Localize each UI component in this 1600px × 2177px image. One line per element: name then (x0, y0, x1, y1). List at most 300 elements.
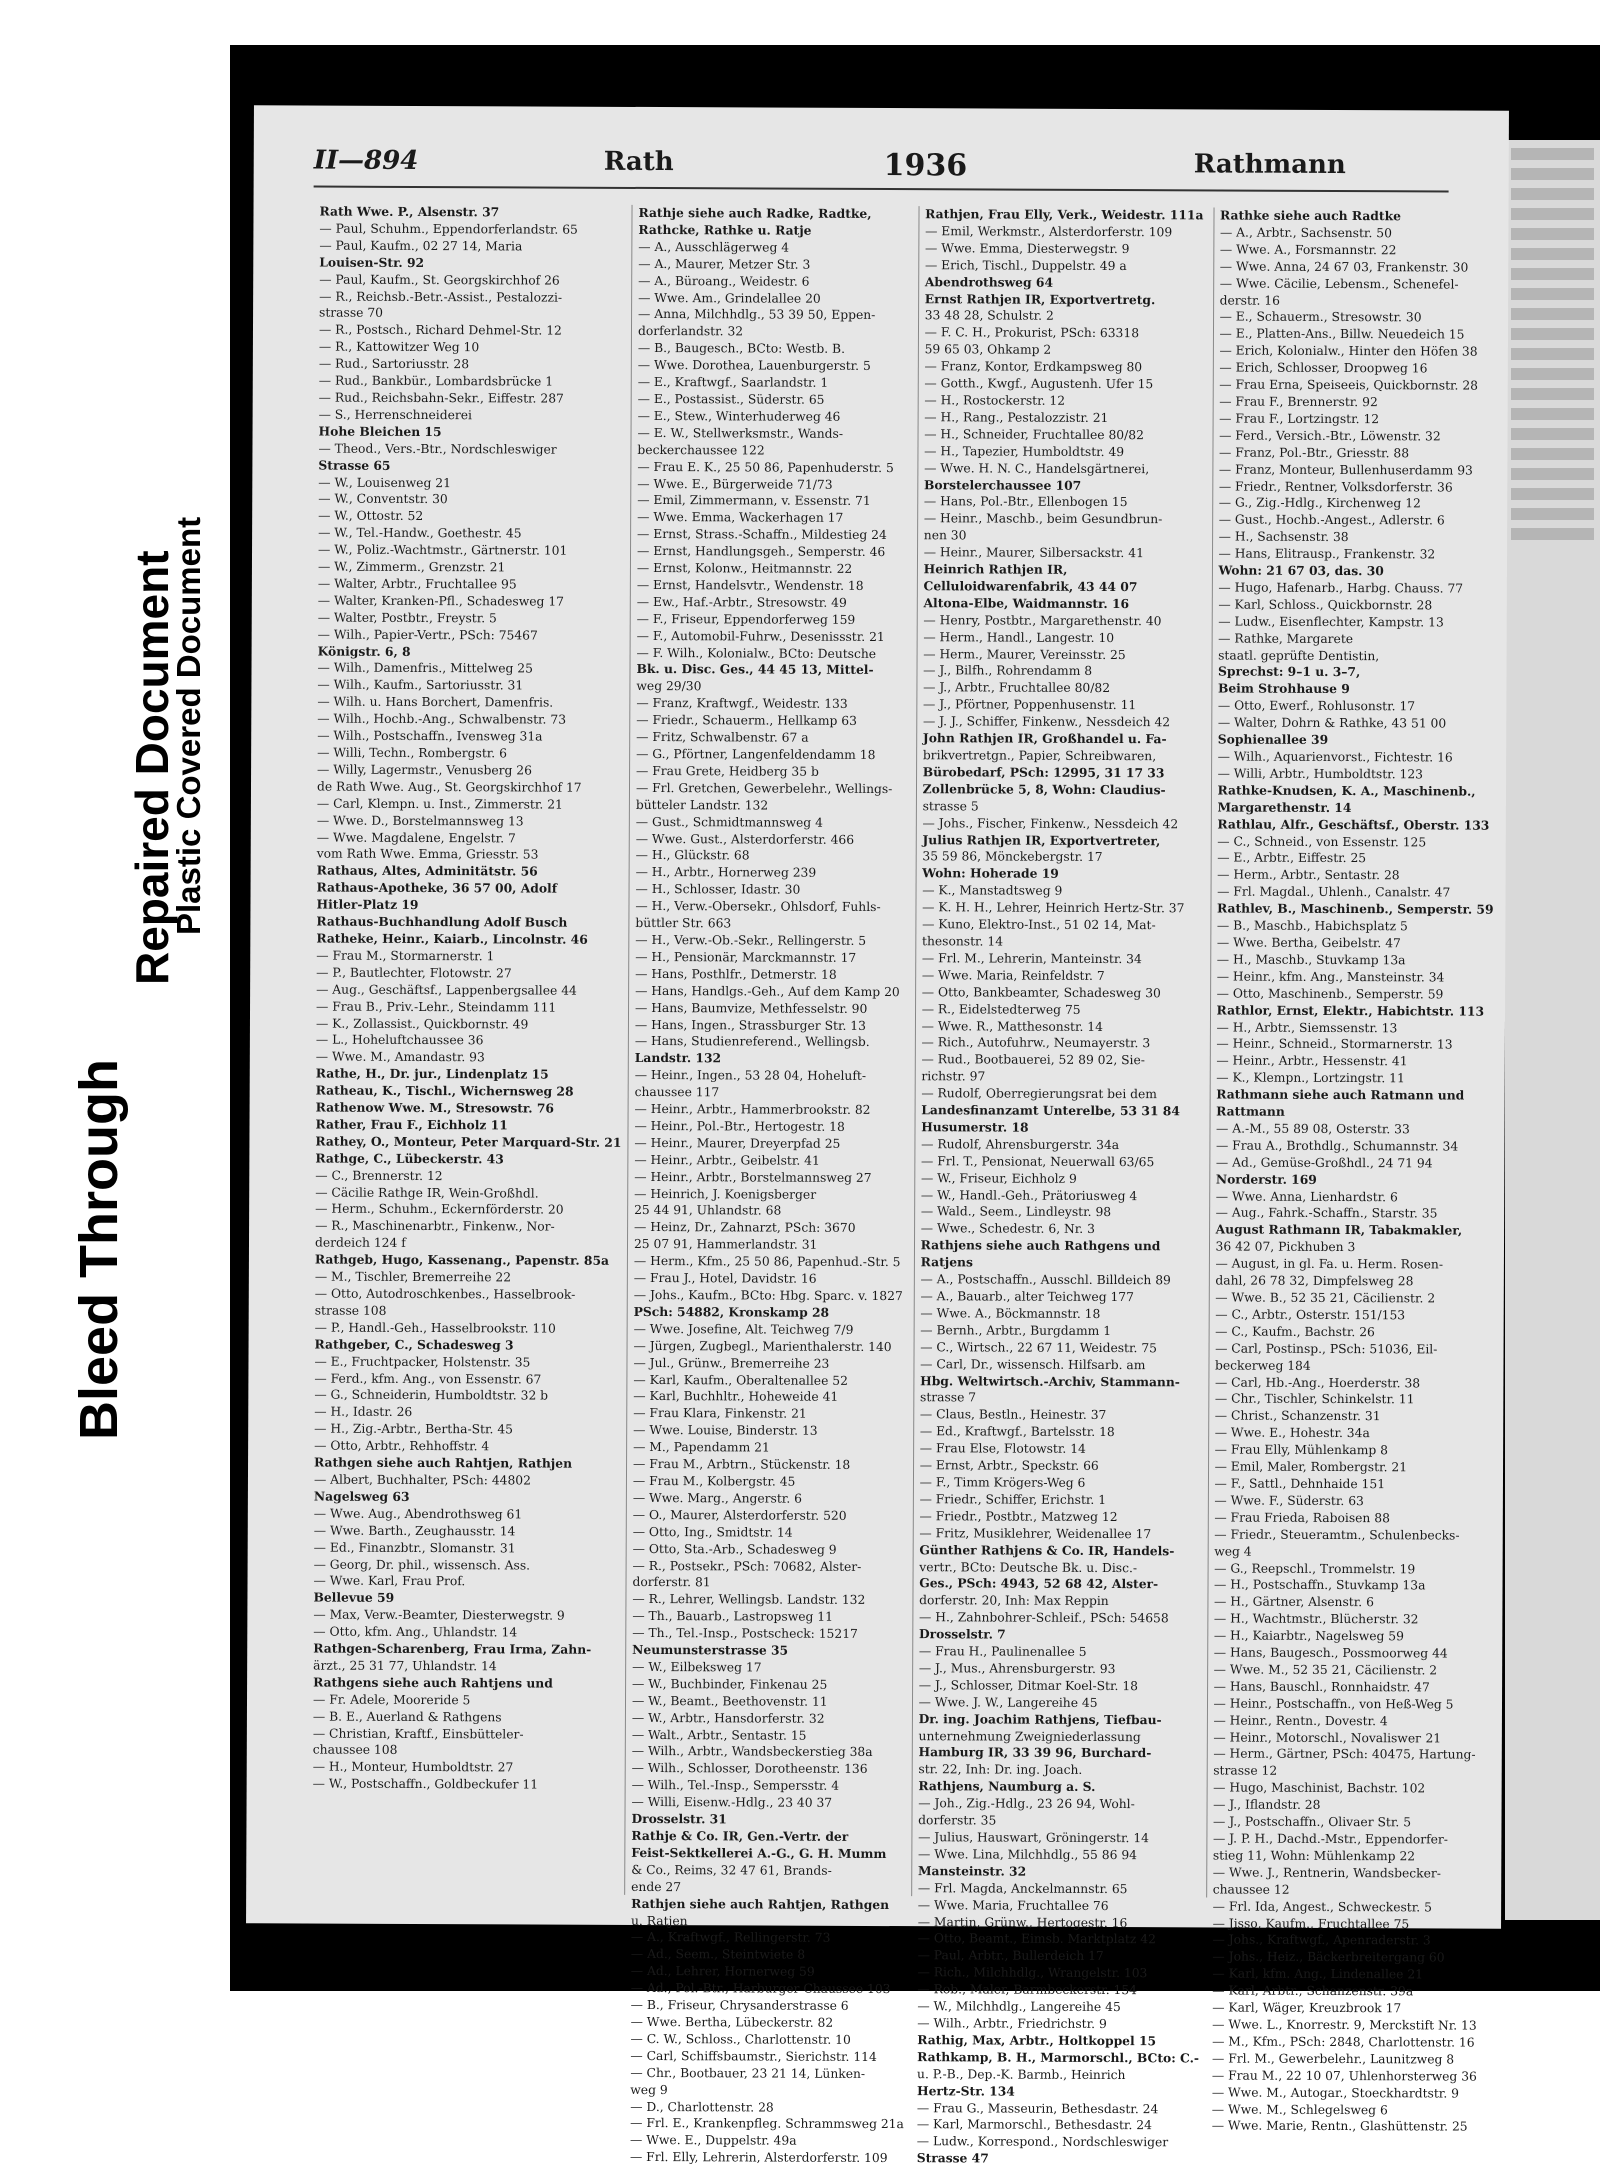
directory-entry: Nagelsweg 63 (313, 1488, 410, 1504)
directory-entry: — Bernh., Arbtr., Burgdamm 1 (920, 1323, 1112, 1338)
directory-entry: Hitler-Platz 19 (316, 896, 419, 913)
directory-entry: weg 29/30 (636, 679, 702, 694)
directory-page (246, 105, 1509, 2166)
directory-entry: — Karl, Marmorschl., Bethesdastr. 24 (916, 2117, 1152, 2133)
directory-entry: — Frl. M., Lehrerin, Manteinstr. 34 (921, 951, 1142, 967)
directory-entry: — Hans, Bauschl., Ronnhaidstr. 47 (1213, 1679, 1430, 1695)
directory-entry: — M., Papendamm 21 (633, 1440, 770, 1455)
directory-entry: — H., Kaiarbtr., Nagelsweg 59 (1213, 1628, 1404, 1644)
directory-entry: dorferstr. 35 (918, 1813, 997, 1828)
directory-entry: — Wwe. E., Duppelstr. 49a (630, 2133, 797, 2148)
directory-entry: Hertz-Str. 134 (916, 2082, 1015, 2099)
directory-entry: — Fritz, Musiklehrer, Weidenallee 17 (919, 1525, 1152, 1541)
directory-entry: — Frl. Elly, Lehrerin, Alsterdorferstr. 109 (629, 2150, 888, 2166)
directory-entry: — F., Sattl., Dehnhaide 151 (1214, 1476, 1386, 1492)
directory-entry: — W., Postschaffn., Goldbeckufer 11 (312, 1776, 539, 1792)
directory-entry: — Wwe. L., Knorrestr. 9, Merckstift Nr. 13 (1212, 2017, 1477, 2033)
directory-entry: — Karl, Buchhltr., Hoheweide 41 (633, 1389, 839, 1405)
directory-entry: Rather, Frau F., Eichholz 11 (315, 1116, 508, 1133)
directory-entry: — Aug., Geschäftsf., Lappenbergsallee 44 (316, 982, 577, 998)
directory-entry: Rathey, O., Monteur, Peter Marquard-Str. 21 (315, 1133, 622, 1150)
directory-entry: — Carl, Klempn. u. Inst., Zimmerstr. 21 (316, 796, 563, 812)
directory-entry: — E., Stew., Winterhuderweg 46 (637, 408, 841, 424)
directory-entry: — Frau G., Masseurin, Bethesdastr. 24 (916, 2100, 1159, 2116)
directory-entry: dorferstr. 81 (632, 1575, 711, 1590)
directory-entry: — Wwe. F., Süderstr. 63 (1214, 1493, 1364, 1509)
directory-entry: — W., Poliz.-Wachtmstr., Gärtnerstr. 101 (318, 542, 568, 558)
directory-entry: — Herm., Maurer, Vereinsstr. 25 (923, 646, 1126, 662)
directory-entry: — Ed., Finanzbtr., Slomanstr. 31 (313, 1540, 516, 1556)
directory-entry: — Jürgen, Zugbegl., Marienthalerstr. 140 (633, 1338, 892, 1354)
column-4 (1206, 207, 1503, 2134)
directory-entry: — O., Maurer, Alsterdorferstr. 520 (632, 1507, 847, 1523)
plastic-covered-label: Plastic Covered Document (170, 516, 207, 935)
directory-entry: — H., Schlosser, Idastr. 30 (635, 882, 801, 897)
directory-entry: — Ernst, Arbtr., Speckstr. 66 (919, 1458, 1099, 1474)
directory-entry: — Karl, Schloss., Quickbornstr. 28 (1218, 597, 1433, 613)
page-header (314, 146, 1449, 193)
directory-entry: — Heinrich, J. Koenigsberger (634, 1186, 817, 1202)
directory-entry: Rathaus-Buchhandlung Adolf Busch (316, 913, 568, 930)
directory-entry: — W., Ottostr. 52 (318, 508, 424, 524)
directory-entry: — R., Eidelstedterweg 75 (921, 1001, 1081, 1017)
directory-entry: — Frau M., Stormarnerstr. 1 (316, 948, 495, 964)
directory-entry: — Wwe. M., Amandastr. 93 (315, 1049, 485, 1065)
directory-entry: & Co., Reims, 32 47 61, Brands- (631, 1862, 832, 1878)
directory-entry: — F., Friseur, Eppendorferweg 159 (636, 611, 856, 627)
directory-entry: — W., Handl.-Geh., Prätoriusweg 4 (920, 1187, 1138, 1203)
directory-entry: — Wwe. Josefine, Alt. Teichweg 7/9 (633, 1321, 854, 1337)
directory-entry: — Friedr., Postbtr., Matzweg 12 (919, 1508, 1118, 1524)
directory-entry: — Erich, Tischl., Duppelstr. 49 a (924, 257, 1127, 273)
directory-entry: — Martin, Grünw., Hertogestr. 16 (917, 1914, 1128, 1930)
directory-entry: — Rich., Autofuhrw., Neumayerstr. 3 (921, 1035, 1151, 1051)
directory-entry: Rattmann (1216, 1103, 1285, 1119)
directory-entry: — H., Postschaffn., Stuvkamp 13a (1214, 1577, 1426, 1593)
directory-entry: — Emil, Werkmstr., Alsterdorferstr. 109 (925, 224, 1173, 240)
directory-entry: — K., Manstadtsweg 9 (922, 883, 1063, 899)
directory-entry: — Herm., Arbtr., Sentastr. 28 (1217, 867, 1400, 883)
directory-entry: — Wwe. Maria, Reinfeldstr. 7 (921, 967, 1105, 983)
directory-entry: — Friedr., Steueramtm., Schulenbecks- (1214, 1527, 1460, 1543)
directory-entry: staatl. geprüfte Dentistin, (1218, 648, 1380, 663)
directory-entry: — E., Kraftwgf., Saarlandstr. 1 (637, 375, 829, 390)
directory-entry: — Wwe. Dorothea, Lauenburgerstr. 5 (637, 358, 871, 374)
directory-entry: weg 9 (630, 2082, 668, 2097)
directory-entry: — Wilh. u. Hans Borchert, Damenfris. (317, 694, 554, 710)
directory-entry: — Otto, Sta.-Arb., Schadesweg 9 (632, 1541, 837, 1557)
directory-entry: Rathenow Wwe. M., Stresowstr. 76 (315, 1099, 555, 1116)
directory-entry: — R., Reichsb.-Betr.-Assist., Pestalozzi- (319, 289, 563, 305)
directory-entry: — Carl, Dr., wissensch. Hilfsarb. am (920, 1356, 1146, 1372)
directory-entry: — A., Kraftwgf., Rellingerstr. 73 (630, 1930, 831, 1946)
directory-entry: Hbg. Weltwirtsch.-Archiv, Stammann- (920, 1372, 1180, 1389)
directory-entry: 25 07 91, Hammerlandstr. 31 (633, 1237, 818, 1253)
directory-entry: Rathig, Max, Arbtr., Holtkoppel 15 (917, 2032, 1157, 2049)
directory-entry: — E., Platten-Ans., Billw. Neuedeich 15 (1219, 326, 1465, 342)
directory-entry: — Jisso, Kaufm., Fruchtallee 75 (1212, 1916, 1410, 1931)
directory-entry: — J., Bilfh., Rohrendamm 8 (923, 663, 1093, 679)
directory-entry: Rathgeber, C., Schadesweg 3 (314, 1336, 514, 1353)
directory-entry: Mansteinstr. 32 (917, 1862, 1027, 1879)
directory-entry: — W., Conventstr. 30 (318, 491, 448, 507)
directory-entry: — Wilh., Damenfris., Mittelweg 25 (317, 661, 533, 676)
directory-entry: — H., Schneider, Fruchtallee 80/82 (924, 426, 1144, 442)
directory-entry: Strasse 47 (916, 2150, 989, 2166)
directory-entry: — Wwe. Emma, Wackerhagen 17 (637, 510, 844, 526)
directory-entry: — Wwe. B., 52 35 21, Cäcilienstr. 2 (1215, 1290, 1436, 1306)
directory-entry: — August, in gl. Fa. u. Herm. Rosen- (1215, 1256, 1444, 1272)
directory-entry: — Anna, Milchhdlg., 53 39 50, Eppen- (638, 307, 876, 323)
directory-entry: — G., Pförtner, Langenfeldendamm 18 (636, 746, 876, 762)
directory-entry: Sprechst: 9–1 u. 3–7, (1218, 663, 1361, 680)
directory-entry: — H., Rostockerstr. 12 (924, 393, 1066, 408)
directory-entry: — Rud., Bootbauerei, 52 89 02, Sie- (921, 1052, 1145, 1068)
directory-entry: — H., Monteur, Humboldtstr. 27 (312, 1759, 514, 1775)
directory-entry: Abendrothsweg 64 (924, 273, 1054, 290)
directory-entry: Rathe, H., Dr. jur., Lindenplatz 15 (315, 1065, 549, 1082)
directory-entry: — R., Kattowitzer Weg 10 (318, 339, 480, 355)
directory-entry: — Wwe. Louise, Binderstr. 13 (633, 1423, 818, 1438)
directory-entry: — Wilh., Schlosser, Dorotheenstr. 136 (631, 1761, 868, 1777)
directory-entry: — J., Pförtner, Poppenhusenstr. 11 (923, 697, 1137, 713)
directory-entry: — Wilh., Hochb.-Ang., Schwalbenstr. 73 (317, 711, 567, 727)
directory-entry: 36 42 07, Pickhuben 3 (1215, 1239, 1356, 1255)
directory-entry: — W., Tel.-Handw., Goethestr. 45 (318, 525, 522, 541)
column-1 (306, 204, 631, 1895)
column-3 (911, 206, 1213, 2166)
directory-entry: Rath Wwe. P., Alsenstr. 37 (319, 203, 500, 220)
directory-entry: Sophienallee 39 (1217, 731, 1329, 748)
directory-entry: Rathlau, Alfr., Geschäftsf., Oberstr. 133 (1217, 816, 1490, 833)
directory-entry: Louisen-Str. 92 (319, 254, 425, 270)
directory-entry: 35 59 86, Mönckebergstr. 17 (922, 849, 1103, 865)
directory-entry: — Max, Verw.-Beamter, Diesterwegstr. 9 (313, 1607, 565, 1623)
directory-entry: — C., Brennerstr. 12 (315, 1168, 443, 1183)
directory-entry: vom Rath Wwe. Emma, Griesstr. 53 (316, 846, 539, 862)
directory-entry: — C., Wirtsch., 22 67 11, Weidestr. 75 (920, 1339, 1158, 1355)
directory-entry: — W., Zimmerm., Grenzstr. 21 (317, 559, 506, 575)
directory-entry: — Wald., Seem., Lindleystr. 98 (920, 1204, 1112, 1220)
directory-entry: bütteler Landstr. 132 (635, 797, 769, 813)
directory-entry: Julius Rathjen IR, Exportvertreter, (922, 831, 1161, 848)
directory-entry: — Franz, Kontor, Erdkampsweg 80 (924, 359, 1143, 375)
directory-entry: Rathge, C., Lübeckerstr. 43 (315, 1150, 504, 1167)
directory-entry: — Paul, Kaufm., 02 27 14, Maria (319, 238, 523, 254)
directory-entry: Hamburg IR, 33 39 96, Burchard- (918, 1744, 1152, 1761)
directory-entry: — Frau J., Hotel, Davidstr. 16 (633, 1271, 817, 1286)
directory-entry: — Frau Frieda, Raboisen 88 (1214, 1510, 1390, 1526)
directory-entry: strasse 108 (314, 1303, 387, 1318)
directory-entry: — Herm., Handl., Langestr. 10 (923, 629, 1115, 645)
directory-entry: Neumunsterstrasse 35 (632, 1641, 789, 1658)
directory-entry: — Heinr., Arbtr., Hammerbrookstr. 82 (634, 1101, 871, 1118)
directory-entry: — Heinr., Postschaffn., von Heß-Weg 5 (1213, 1696, 1454, 1712)
directory-entry: — B., Friseur, Chrysanderstrasse 6 (630, 1997, 849, 2013)
directory-entry: — Friedr., Rentner, Volksdorferstr. 36 (1218, 478, 1453, 495)
directory-entry: — Otto, Ing., Smidtstr. 14 (632, 1524, 793, 1540)
directory-entry: — Frau F., Lortzingstr. 12 (1219, 411, 1380, 427)
directory-entry: chaussee 117 (634, 1085, 720, 1100)
directory-entry: — W., Arbtr., Hansdorferstr. 32 (631, 1710, 825, 1726)
directory-entry: — Theod., Vers.-Btr., Nordschleswiger (318, 441, 557, 457)
directory-entry: — J., Mus., Ahrensburgerstr. 93 (918, 1661, 1116, 1676)
directory-entry: — Ferd., Versich.-Btr., Löwenstr. 32 (1219, 428, 1441, 444)
directory-entry: — Wwe. H. N. C., Handelsgärtnerei, (924, 460, 1150, 476)
directory-entry: — Ad., Pol.-Btr., Harburger Chaussee 103 (630, 1981, 891, 1997)
directory-entry: — H., Arbtr., Siemssenstr. 13 (1216, 1019, 1398, 1035)
directory-entry: richstr. 97 (921, 1069, 986, 1084)
directory-entry: — Frau M., 22 10 07, Uhlenhorsterweg 36 (1211, 2068, 1477, 2084)
directory-entry: Rathaus, Altes, Adminitätstr. 56 (316, 862, 538, 879)
directory-entry: — Heinr., Arbtr., Geibelstr. 41 (634, 1152, 820, 1168)
directory-entry: — G., Schneiderin, Humboldtstr. 32 b (314, 1387, 549, 1404)
directory-entry: — Carl, Postinsp., PSch: 51036, Eil- (1215, 1341, 1438, 1357)
directory-entry: — Albert, Buchhalter, PSch: 44802 (313, 1472, 532, 1488)
directory-entry: Altona-Elbe, Waidmannstr. 16 (923, 595, 1130, 611)
directory-entry: — Wilh., Arbtr., Friedrichstr. 9 (917, 2016, 1107, 2031)
directory-entry: — Joh., Zig.-Hdlg., 23 26 94, Wohl- (918, 1796, 1135, 1812)
directory-entry: — Wwe. D., Borstelmannsweg 13 (316, 813, 524, 829)
directory-entry: — K. H. H., Lehrer, Heinrich Hertz-Str. 37 (922, 900, 1185, 916)
directory-entry: — Karl, Wäger, Kreuzbrook 17 (1212, 2000, 1402, 2016)
directory-entry: — Johs., Kraftwgf., Apenraderstr. 3 (1212, 1932, 1431, 1948)
directory-entry: — A., Maurer, Metzer Str. 3 (638, 256, 811, 272)
directory-entry: beckerchaussee 122 (637, 442, 765, 458)
directory-entry: — Herm., Kfm., 25 50 86, Papenhud.-Str. 5 (633, 1254, 901, 1270)
directory-entry: Ratheke, Heinr., Kaiarb., Lincolnstr. 46 (316, 930, 588, 947)
directory-entry: Rathje siehe auch Radke, Radtke, (638, 204, 872, 221)
directory-entry: — E., Fruchtpacker, Holstenstr. 35 (314, 1354, 531, 1370)
directory-entry: — Hans, Pol.-Btr., Ellenbogen 15 (923, 494, 1128, 510)
directory-entry: — F. Wilh., Kolonialw., BCto: Deutsche (636, 645, 877, 661)
directory-entry: — Wwe. M., Schlegelsweg 6 (1211, 2101, 1388, 2117)
directory-entry: — Wwe. Cäcilie, Lebensm., Schenefel- (1219, 276, 1459, 292)
directory-entry: — Franz, Pol.-Btr., Griesstr. 88 (1218, 445, 1410, 461)
directory-entry: — Willy, Lagermstr., Venusberg 26 (317, 762, 532, 778)
directory-entry: — H., Sachsenstr. 38 (1218, 529, 1349, 545)
directory-entry: — Ernst, Handlungsgeh., Semperstr. 46 (636, 544, 886, 560)
directory-columns (306, 203, 1494, 2166)
directory-entry: — W., Milchhdlg., Langereihe 45 (917, 1999, 1121, 2015)
directory-entry: — Otto, kfm. Ang., Uhlandstr. 14 (313, 1624, 518, 1640)
directory-entry: — Heinr., Pol.-Btr., Hertogestr. 18 (634, 1118, 845, 1134)
directory-entry: — Otto, Bankbeamter, Schadesweg 30 (921, 984, 1161, 1000)
directory-entry: — H., Arbtr., Hornerweg 239 (635, 865, 817, 881)
directory-entry: — Wwe. Marie, Rentn., Glashüttenstr. 25 (1211, 2118, 1468, 2134)
directory-entry: — G., Zig.-Hdlg., Kirchenweg 12 (1218, 495, 1421, 511)
directory-entry: John Rathjen IR, Großhandel u. Fa- (922, 730, 1167, 747)
directory-entry: — F., Automobil-Fuhrw., Desenissstr. 21 (636, 628, 885, 644)
directory-entry: — Frau Else, Flotowstr. 14 (919, 1441, 1086, 1457)
directory-entry: — Aug., Fahrk.-Schaffn., Starstr. 35 (1215, 1205, 1438, 1221)
directory-entry: — Erich, Kolonialw., Hinter den Höfen 38 (1219, 343, 1478, 359)
directory-entry: — Erich, Schlosser, Droopweg 16 (1219, 360, 1428, 376)
directory-entry: chaussee 108 (312, 1743, 398, 1758)
directory-entry: — Willi, Techn., Rombergstr. 6 (317, 745, 507, 761)
directory-entry: Rathmann siehe auch Ratmann und (1216, 1086, 1465, 1103)
directory-entry: — H., Glückstr. 68 (635, 848, 750, 863)
directory-entry: — Hugo, Maschinist, Bachstr. 102 (1213, 1780, 1426, 1796)
directory-entry: August Rathmann IR, Tabakmakler, (1215, 1221, 1463, 1238)
directory-entry: Rathjens siehe auch Rathgens und (920, 1237, 1161, 1254)
directory-entry: — Frau F., Brennerstr. 92 (1219, 394, 1378, 410)
directory-entry: — Wwe. Lina, Milchhdlg., 55 86 94 (918, 1847, 1138, 1863)
directory-entry: — S., Herrenschneiderei (318, 407, 473, 423)
directory-entry: — Emil, Maler, Rombergstr. 21 (1214, 1459, 1408, 1475)
directory-entry: — Hans, Ingen., Strassburger Str. 13 (634, 1017, 867, 1033)
directory-entry: Landstr. 132 (634, 1050, 722, 1066)
directory-entry: Rathkamp, B. H., Marmorschl., BCto: C.- (917, 2048, 1200, 2066)
page-number: II—894 (313, 145, 419, 176)
directory-entry: — A., Ausschlägerweg 4 (638, 239, 790, 255)
directory-entry: — Wwe. M., 52 35 21, Cäcilienstr. 2 (1213, 1662, 1438, 1678)
directory-entry: — H., Tapezier, Humboldtstr. 49 (924, 443, 1125, 459)
directory-entry: — H., Rang., Pestalozzistr. 21 (924, 410, 1109, 425)
directory-entry: Königstr. 6, 8 (317, 643, 411, 659)
directory-entry: — A., Bauarb., alter Teichweg 177 (920, 1289, 1134, 1305)
directory-entry: — Frl. E., Krankenpfleg. Schrammsweg 21a (630, 2116, 904, 2132)
directory-entry: — Wwe. J. W., Langereihe 45 (918, 1694, 1098, 1710)
facing-page-edge (1505, 140, 1600, 1920)
directory-entry: — Rudolf, Ahrensburgerstr. 34a (921, 1137, 1120, 1152)
directory-entry: — Wwe. Emma, Diesterwegstr. 9 (925, 241, 1130, 256)
directory-entry: — Frau Elly, Mühlenkamp 8 (1214, 1442, 1389, 1458)
directory-entry: Heinrich Rathjen IR, (923, 561, 1068, 577)
directory-entry: — W., Beamt., Beethovenstr. 11 (631, 1693, 828, 1709)
directory-entry: — R., Postsch., Richard Dehmel-Str. 12 (318, 322, 562, 338)
directory-entry: — Herm., Schuhm., Eckernförderstr. 20 (315, 1202, 564, 1218)
directory-entry: büttler Str. 663 (635, 916, 732, 931)
directory-entry: — Heinz, Dr., Zahnarzt, PSch: 3670 (634, 1220, 856, 1236)
directory-entry: — Christian, Kraftf., Einsbütteler- (312, 1726, 524, 1742)
directory-entry: — Wwe. Barth., Zeughausstr. 14 (313, 1523, 516, 1539)
directory-entry: Rathgen-Scharenberg, Frau Irma, Zahn- (313, 1640, 592, 1657)
directory-entry: — B., Baugesch., BCto: Westb. B. (637, 341, 846, 357)
directory-entry: — Heinr., Maurer, Silbersackstr. 41 (923, 545, 1144, 561)
directory-entry: Beim Strohhause 9 (1217, 680, 1350, 697)
directory-entry: — Christ., Schanzenstr. 31 (1214, 1408, 1381, 1424)
directory-entry: 33 48 28, Schulstr. 2 (924, 308, 1054, 324)
directory-entry: — Hans, Baugesch., Possmoorweg 44 (1213, 1645, 1448, 1661)
directory-entry: — Heinr., Arbtr., Borstelmannsweg 27 (634, 1169, 872, 1185)
directory-entry: — Wilh., Postschaffn., Ivensweg 31a (317, 728, 543, 744)
directory-entry: — Wwe. R., Matthesonstr. 14 (921, 1018, 1104, 1034)
directory-entry: — W., Buchbinder, Finkenau 25 (632, 1676, 828, 1692)
directory-entry: — Willi, Eisenw.-Hdlg., 23 40 37 (631, 1795, 833, 1810)
directory-entry: — Wwe. Marg., Angerstr. 6 (632, 1490, 803, 1506)
directory-entry: Rathgen siehe auch Rahtjen, Rathjen (314, 1454, 573, 1471)
directory-entry: Drosselstr. 7 (918, 1626, 1006, 1642)
directory-entry: Bürobedarf, PSch: 12995, 31 17 33 (922, 764, 1165, 781)
directory-entry: — W., Eilbeksweg 17 (632, 1659, 762, 1675)
directory-entry: — Wwe. A., Forsmannstr. 22 (1219, 242, 1397, 258)
directory-entry: — Wilh., Kaufm., Sartoriusstr. 31 (317, 677, 524, 693)
directory-entry: Rathjen, Frau Elly, Verk., Weidestr. 111a (925, 206, 1204, 223)
directory-entry: — Johs., Fischer, Finkenw., Nessdeich 42 (922, 815, 1179, 831)
directory-entry: brikvertretgn., Papier, Schreibwaren, (922, 748, 1157, 764)
directory-entry: — Hans, Studienreferend., Wellingsb. (634, 1034, 870, 1050)
directory-entry: — Rich., Milchhdlg., Wrangelstr. 103 (917, 1965, 1148, 1981)
directory-entry: — Frl. T., Pensionat, Neuerwall 63/65 (921, 1153, 1155, 1169)
directory-entry: — Julius, Hauswart, Gröningerstr. 14 (918, 1830, 1150, 1846)
directory-entry: — Frau Erna, Speiseeis, Quickbornstr. 28 (1219, 377, 1479, 393)
directory-entry: — Chr., Tischler, Schinkelstr. 11 (1214, 1391, 1415, 1407)
directory-entry: — A., Postschaffn., Ausschl. Billdeich 89 (920, 1272, 1171, 1288)
directory-entry: — Heinr., Arbtr., Hessenstr. 41 (1216, 1053, 1408, 1069)
directory-entry: — Karl, Kaufm., Oberaltenallee 52 (633, 1372, 848, 1388)
directory-entry: — Wwe. Maria, Fruchtallee 76 (917, 1897, 1109, 1913)
directory-entry: — Wwe. M., Autogar., Stoeckhardtstr. 9 (1211, 2085, 1460, 2101)
directory-entry: — Ernst, Handelsvtr., Wendenstr. 18 (636, 577, 864, 593)
directory-entry: Ratjens (920, 1254, 973, 1270)
directory-entry: Ges., PSch: 4943, 52 68 42, Alster- (919, 1575, 1159, 1592)
directory-entry: — Otto, Beamt., Eimsb. Marktplatz 42 (917, 1931, 1156, 1947)
directory-entry: — B., Maschb., Habichsplatz 5 (1216, 918, 1408, 934)
directory-entry: str. 22, Inh: Dr. ing. Joach. (918, 1762, 1083, 1778)
directory-entry: Rathaus-Apotheke, 36 57 00, Adolf (316, 879, 558, 896)
sidebar-labels (0, 0, 230, 2177)
directory-entry: — H., Zig.-Arbtr., Bertha-Str. 45 (314, 1421, 514, 1437)
column-2 (624, 204, 918, 2166)
directory-entry: — A., Büroang., Weidestr. 6 (638, 273, 810, 289)
directory-entry: — E., Schauerm., Stresowstr. 30 (1219, 309, 1422, 325)
directory-entry: — J. P. H., Dachd.-Mstr., Eppendorfer- (1212, 1831, 1449, 1847)
directory-entry: — Gotth., Kwgf., Augustenh. Ufer 15 (924, 376, 1154, 392)
directory-entry: — Hans, Baumvize, Methfesselstr. 90 (634, 1000, 868, 1016)
directory-entry: — Th., Tel.-Insp., Postscheck: 15217 (632, 1626, 858, 1642)
directory-entry: — Ad., Lehrer, Hornerweg 59 (630, 1964, 815, 1979)
directory-entry: — Rud., Reichsbahn-Sekr., Eiffestr. 287 (318, 390, 564, 406)
directory-entry: vertr., BCto: Deutsche Bk. u. Disc.- (919, 1559, 1138, 1575)
directory-entry: — Frl. Magdal., Uhlenh., Canalstr. 47 (1217, 884, 1451, 900)
header-left-word: Rath (603, 146, 674, 178)
directory-entry: — H., Pensionär, Marckmannstr. 17 (635, 949, 857, 965)
directory-entry: — Heinr., Maurer, Dreyerpfad 25 (634, 1135, 841, 1151)
directory-entry: — C., Kaufm., Bachstr. 26 (1215, 1324, 1375, 1339)
directory-entry: strasse 12 (1213, 1763, 1278, 1779)
directory-entry: — Wwe. Anna, 24 67 03, Frankenstr. 30 (1219, 259, 1469, 275)
directory-entry: — Frl. Gretchen, Gewerbelehr., Wellings- (635, 780, 893, 796)
directory-entry: — J., Schlosser, Ditmar Koel-Str. 18 (918, 1678, 1139, 1693)
directory-entry: — L., Hoheluftchaussee 36 (315, 1032, 484, 1048)
directory-entry: u. Ratjen (630, 1913, 688, 1928)
directory-entry: — Henry, Postbtr., Margarethenstr. 40 (923, 612, 1162, 628)
directory-entry: — J., Postschaffn., Olivaer Str. 5 (1213, 1814, 1412, 1830)
directory-entry: — Ludw., Korrespond., Nordschleswiger (916, 2134, 1169, 2150)
directory-entry: — Hans, Elitrausp., Frankenstr. 32 (1218, 546, 1436, 562)
directory-entry: Rathcke, Rathke u. Ratje (638, 221, 812, 238)
directory-entry: — Willi, Arbtr., Humboldtstr. 123 (1217, 766, 1424, 782)
directory-entry: — Heinr., Ingen., 53 28 04, Hoheluft- (634, 1068, 867, 1084)
directory-entry: — Jul., Grünw., Bremerreihe 23 (633, 1355, 830, 1371)
directory-entry: Rathgeb, Hugo, Kassenang., Papenstr. 85a (314, 1251, 610, 1269)
directory-entry: — Paul, Schuhm., Eppendorferlandstr. 65 (319, 221, 578, 237)
directory-entry: derdeich 124 f (314, 1235, 406, 1251)
directory-entry: — Franz, Monteur, Bullenhuserdamm 93 (1218, 462, 1473, 478)
directory-entry: Feist-Sektkellerei A.-G., G. H. Mumm (631, 1844, 887, 1861)
directory-entry: Husumerstr. 18 (921, 1119, 1029, 1135)
directory-entry: — Frl. Ida, Angest., Schweckestr. 5 (1212, 1899, 1432, 1915)
directory-entry: Zollenbrücke 5, 8, Wohn: Claudius- (922, 781, 1166, 798)
directory-entry: derstr. 16 (1219, 293, 1280, 308)
directory-entry: — Ew., Haf.-Arbtr., Stresowstr. 49 (636, 594, 847, 610)
directory-entry: — Ad., Gemüse-Großhdl., 24 71 94 (1215, 1155, 1433, 1171)
directory-entry: — Frl. M., Gewerbelehr., Launitzweg 8 (1211, 2051, 1455, 2067)
directory-entry: — Gust., Hochb.-Angest., Adlerstr. 6 (1218, 512, 1445, 528)
directory-entry: — J., Arbtr., Fruchtallee 80/82 (923, 680, 1111, 696)
directory-entry: — Claus, Bestln., Heinestr. 37 (919, 1407, 1107, 1423)
